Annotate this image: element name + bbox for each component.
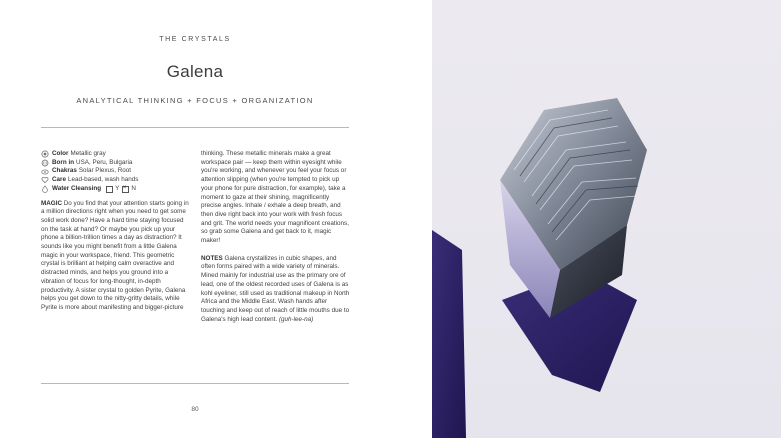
photo-page (432, 0, 781, 438)
galena-crystal-photo (432, 0, 781, 438)
section-label: THE CRYSTALS (159, 36, 231, 43)
left-shadow (432, 230, 466, 438)
page-number: 80 (191, 406, 199, 413)
attribute-color (41, 150, 189, 159)
globe-icon (41, 159, 49, 167)
water-drop-icon (41, 185, 49, 193)
notes-text: Galena crystallizes in cubic shapes, and often forms paired with a wide variety of minerals. Mined mainly for industrial use as the primary ore of lead, one of the oldest recorded uses of Galena is as kohl eyeliner, still used as traditional makeup in North Africa and the Middle East. Wash hands after touching and keep out of reach of little mouths due to Galena's high lead content. (201, 254, 350, 323)
magic-continued-text: thinking. These metallic minerals make a great workspace pair — keep them within eyesight while you're working, and whenever you feel your focus or attention slipping (when you're tempted to pick up your phone for pure distraction, for example), take a moment to gaze at their shining, magnificently precise angles. Inhale / exhale a deep breath, and then dive right back into your work with fresh focus and grit. The world needs your magnificent creations, so grab some Galena and get back to it, magic maker! (201, 150, 349, 245)
page-subtitle: ANALYTICAL THINKING + FOCUS + ORGANIZATION (76, 96, 314, 105)
attribute-key: Color (52, 150, 69, 157)
yes-label: Y (115, 184, 120, 192)
attribute-value: Metallic gray (70, 150, 106, 157)
chakra-icon (41, 168, 49, 176)
attribute-chakras (41, 167, 189, 176)
attribute-value: USA, Peru, Bulgaria (76, 158, 133, 166)
attribute-value: Lead-based, wash hands (68, 176, 139, 184)
attribute-care (41, 176, 189, 185)
yes-checkbox (106, 186, 113, 193)
left-column (41, 150, 189, 313)
pronunciation: (guh-lee-na) (278, 315, 314, 323)
page-title: Galena (166, 62, 224, 81)
attribute-water-cleansing (41, 185, 189, 194)
notes-paragraph (201, 255, 351, 325)
attribute-key: Care (52, 176, 67, 184)
attribute-key: Water Cleansing (52, 184, 102, 192)
attribute-born-in (41, 159, 189, 168)
attribute-key: Born in (52, 158, 75, 166)
no-label: N (131, 184, 136, 192)
color-wheel-icon (41, 150, 49, 158)
right-column (201, 150, 351, 324)
no-checkbox (122, 186, 129, 193)
heart-icon (41, 176, 49, 184)
bottom-divider (41, 383, 349, 384)
magic-lead: MAGIC (41, 199, 62, 207)
magic-paragraph (41, 200, 189, 313)
magic-text: Do you find that your attention starts going in a million directions right when you need to get some solid work done? Have a hard time staying focused on the task at hand? Or maybe you pick up your phone a billion-trillion times a day as distraction? It sounds like you might benefit from a little Galena magic in your workspace, friend. This geometric crystal is brilliant at helping calm overactive and distracted minds, and helps you ground into a vibration of focus for long-thought, in-depth productivity. A sister crystal to golden Pyrite, Galena helps you get down to the nitty-gritty details, while Pyrite is more about manifesting and bigger-picture (41, 199, 189, 311)
attribute-value: Solar Plexus, Root (78, 167, 132, 175)
attribute-key: Chakras (52, 167, 77, 175)
notes-lead: NOTES (201, 254, 223, 262)
top-divider (41, 127, 349, 128)
